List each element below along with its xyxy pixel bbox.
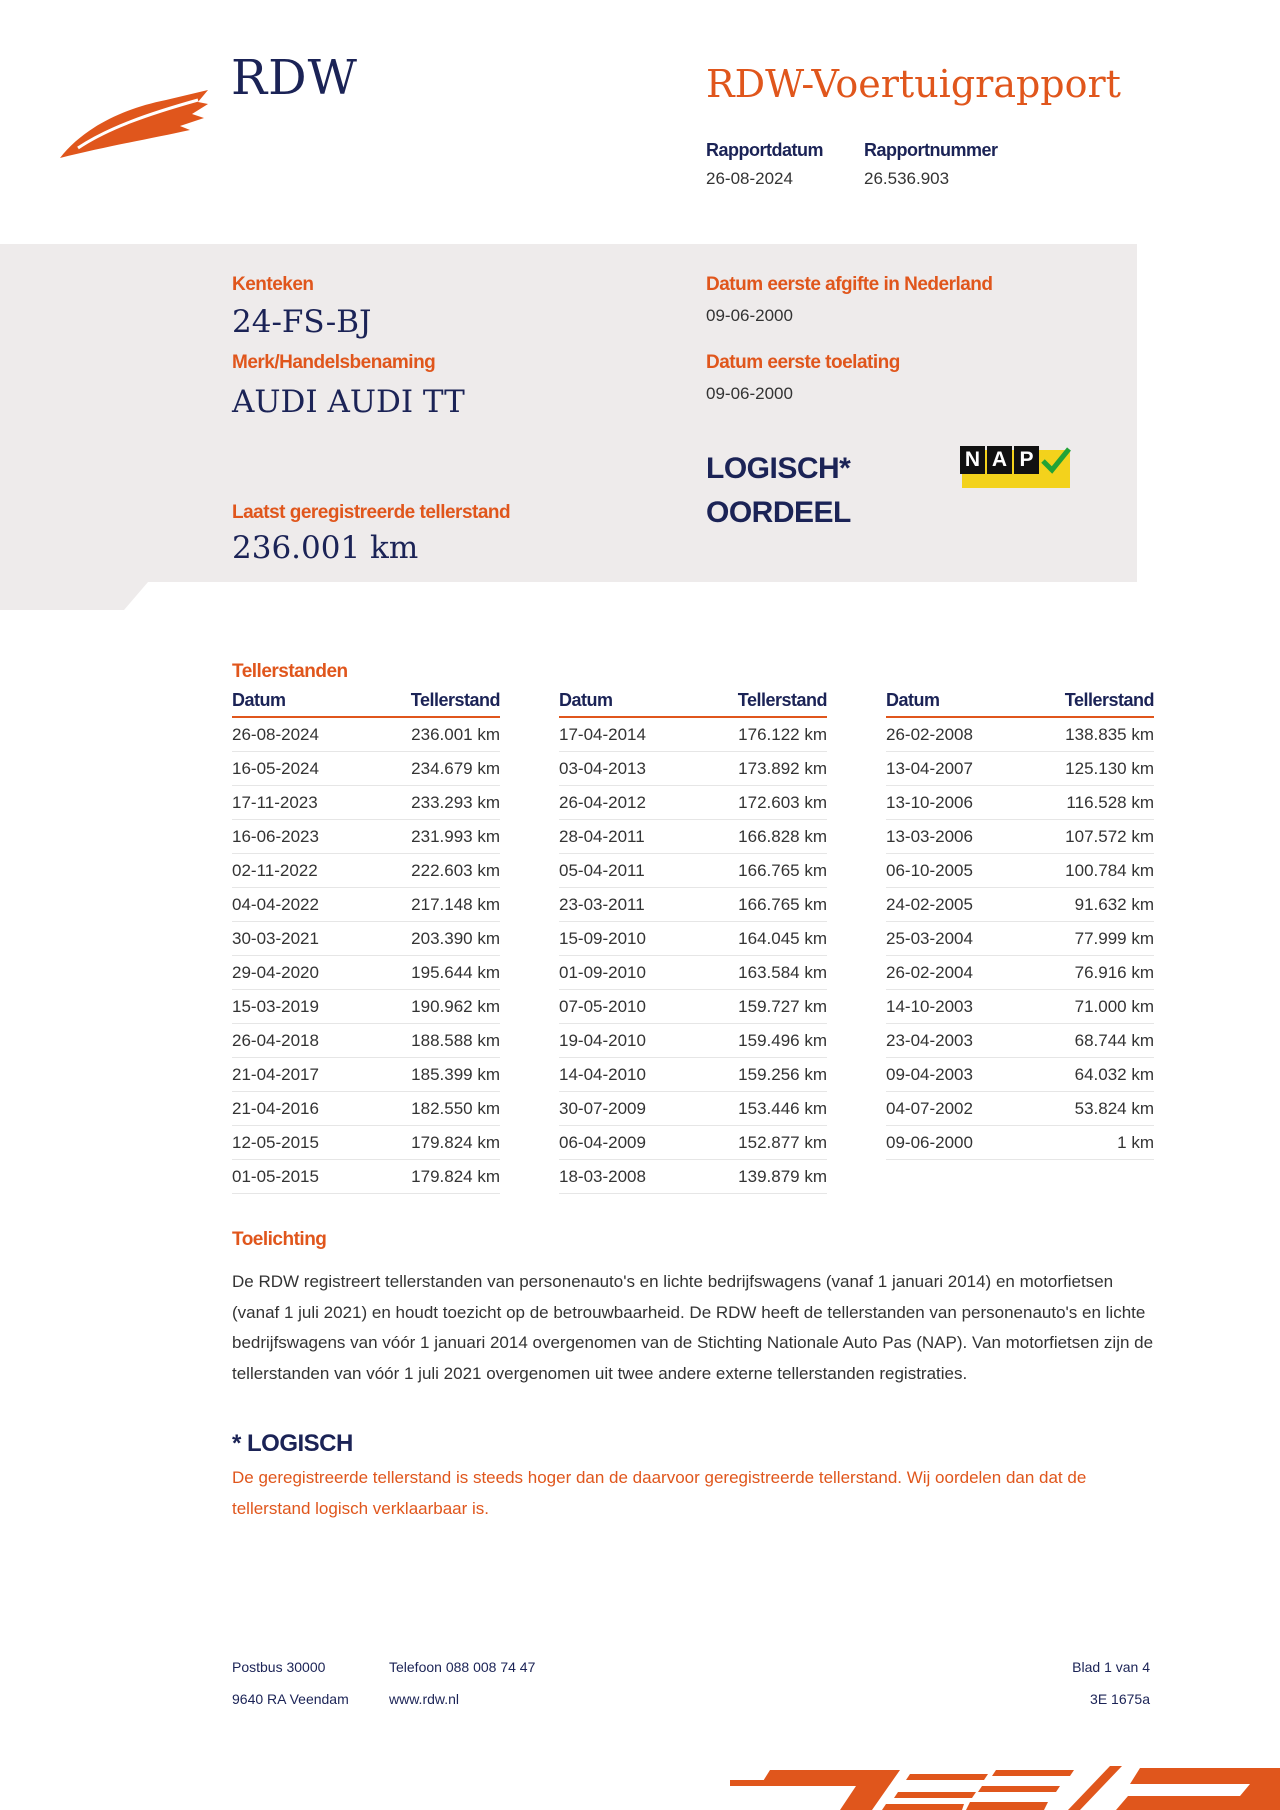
first-issue-nl-value: 09-06-2000 <box>706 306 793 325</box>
reading-km: 163.584 km <box>738 963 827 982</box>
reading-date: 23-04-2003 <box>886 1031 973 1050</box>
table-row <box>886 854 1154 888</box>
nap-letter: P <box>1014 446 1039 474</box>
date-header: Datum <box>886 690 940 710</box>
table-row <box>886 1024 1154 1058</box>
reading-km: 166.828 km <box>738 827 827 846</box>
reading-date: 06-10-2005 <box>886 861 973 880</box>
reading-date: 28-04-2011 <box>559 827 645 846</box>
table-row <box>559 1024 827 1058</box>
reading-km: 217.148 km <box>411 895 500 914</box>
table-row <box>886 956 1154 990</box>
reading-km: 53.824 km <box>1074 1099 1154 1118</box>
reading-date: 03-04-2013 <box>559 759 646 778</box>
reading-km: 77.999 km <box>1074 929 1154 948</box>
reading-date: 04-07-2002 <box>886 1099 973 1118</box>
report-date-label: Rapportdatum <box>706 140 823 160</box>
reading-km: 172.603 km <box>738 793 827 812</box>
table-row <box>886 752 1154 786</box>
table-row <box>232 820 500 854</box>
table-row <box>559 1126 827 1160</box>
table-row <box>886 888 1154 922</box>
value-header: Tellerstand <box>410 690 500 710</box>
reading-date: 15-09-2010 <box>559 929 646 948</box>
rdw-logo-icon <box>58 84 210 160</box>
reading-date: 24-02-2005 <box>886 895 973 914</box>
reading-date: 18-03-2008 <box>559 1167 646 1186</box>
reading-date: 21-04-2017 <box>232 1065 319 1084</box>
first-admission-value: 09-06-2000 <box>706 384 793 403</box>
footer-website: www.rdw.nl <box>389 1691 460 1707</box>
last-odometer-value: 236.001 km <box>232 530 419 566</box>
reading-km: 231.993 km <box>411 827 500 846</box>
reading-km: 185.399 km <box>411 1065 500 1084</box>
reading-date: 26-08-2024 <box>232 725 319 744</box>
reading-km: 188.588 km <box>411 1031 500 1050</box>
table-row <box>232 752 500 786</box>
reading-date: 04-04-2022 <box>232 895 319 914</box>
verdict-logisch: LOGISCH* <box>706 452 851 485</box>
reading-km: 125.130 km <box>1065 759 1154 778</box>
reading-km: 236.001 km <box>411 725 500 744</box>
readings-rows <box>559 718 827 1194</box>
reading-km: 233.293 km <box>411 793 500 812</box>
reading-date: 17-11-2023 <box>232 793 318 812</box>
footer-city: 9640 RA Veendam <box>232 1691 349 1707</box>
reading-date: 17-04-2014 <box>559 725 646 744</box>
table-row <box>886 1058 1154 1092</box>
reading-km: 190.962 km <box>411 997 500 1016</box>
reading-date: 19-04-2010 <box>559 1031 646 1050</box>
value-header: Tellerstand <box>737 690 827 710</box>
reading-date: 01-05-2015 <box>232 1167 319 1186</box>
reading-date: 16-05-2024 <box>232 759 319 778</box>
reading-date: 16-06-2023 <box>232 827 319 846</box>
reading-km: 68.744 km <box>1074 1031 1154 1050</box>
table-row <box>232 956 500 990</box>
table-row <box>232 1058 500 1092</box>
report-date: 26-08-2024 <box>706 169 793 188</box>
reading-km: 153.446 km <box>738 1099 827 1118</box>
table-row <box>559 888 827 922</box>
reading-date: 21-04-2016 <box>232 1099 319 1118</box>
road-stripes-decoration <box>730 1752 1280 1810</box>
footer-page: Blad 1 van 4 <box>1072 1659 1150 1675</box>
footer-postbus: Postbus 30000 <box>232 1659 326 1675</box>
reading-km: 107.572 km <box>1065 827 1154 846</box>
table-row <box>559 990 827 1024</box>
reading-date: 09-06-2000 <box>886 1133 973 1152</box>
reading-date: 14-04-2010 <box>559 1065 646 1084</box>
nap-letter: A <box>987 446 1012 474</box>
readings-column <box>886 690 1154 1160</box>
reading-km: 182.550 km <box>411 1099 500 1118</box>
reading-date: 13-10-2006 <box>886 793 973 812</box>
reading-date: 05-04-2011 <box>559 861 645 880</box>
table-row <box>232 854 500 888</box>
reading-km: 179.824 km <box>411 1133 500 1152</box>
table-row <box>559 718 827 752</box>
checkmark-icon <box>1040 446 1072 476</box>
readings-header <box>559 690 827 718</box>
reading-km: 1 km <box>1117 1133 1154 1152</box>
readings-column <box>232 690 500 1194</box>
table-row <box>886 990 1154 1024</box>
explanation-title: Toelichting <box>232 1229 327 1250</box>
readings-title: Tellerstanden <box>232 661 348 682</box>
plate-label: Kenteken <box>232 274 314 295</box>
last-odometer-label: Laatst geregistreerde tellerstand <box>232 502 511 523</box>
table-row <box>559 1092 827 1126</box>
reading-km: 71.000 km <box>1074 997 1154 1016</box>
panel-background <box>0 244 1137 610</box>
first-admission-label: Datum eerste toelating <box>706 352 900 373</box>
logisch-heading: * LOGISCH <box>232 1430 353 1457</box>
reading-km: 176.122 km <box>738 725 827 744</box>
explanation-text: De RDW registreert tellerstanden van personenauto's en lichte bedrijfswagens (vanaf 1 januari 2014) en motorfietsen (vanaf 1 juli 2021) en houdt toezicht op de betrouwbaarheid. De RDW heeft de tellerstanden van personenauto's en lichte bedrijfswagens van vóór 1 januari 2014 overgenomen van de Stichting Nationale Auto Pas (NAP). Van motorfietsen zijn de tellerstanden van vóór 1 juli 2021 overgenomen uit twee andere externe tellerstanden registraties. <box>232 1272 1154 1383</box>
reading-km: 203.390 km <box>411 929 500 948</box>
readings-rows <box>232 718 500 1194</box>
reading-date: 13-04-2007 <box>886 759 973 778</box>
table-row <box>559 752 827 786</box>
table-row <box>232 888 500 922</box>
date-header: Datum <box>232 690 286 710</box>
table-row <box>886 922 1154 956</box>
reading-date: 15-03-2019 <box>232 997 319 1016</box>
reading-km: 159.727 km <box>738 997 827 1016</box>
reading-km: 166.765 km <box>738 895 827 914</box>
table-row <box>232 922 500 956</box>
reading-km: 195.644 km <box>411 963 500 982</box>
table-row <box>559 1160 827 1194</box>
reading-km: 222.603 km <box>411 861 500 880</box>
reading-date: 26-04-2018 <box>232 1031 319 1050</box>
table-row <box>559 956 827 990</box>
table-row <box>232 990 500 1024</box>
reading-km: 64.032 km <box>1074 1065 1154 1084</box>
date-header: Datum <box>559 690 613 710</box>
reading-date: 29-04-2020 <box>232 963 319 982</box>
reading-km: 173.892 km <box>738 759 827 778</box>
reading-km: 138.835 km <box>1065 725 1154 744</box>
table-row <box>886 786 1154 820</box>
table-row <box>559 922 827 956</box>
make-value: AUDI AUDI TT <box>232 384 465 420</box>
reading-date: 09-04-2003 <box>886 1065 973 1084</box>
reading-date: 26-02-2008 <box>886 725 973 744</box>
table-row <box>559 820 827 854</box>
reading-km: 166.765 km <box>738 861 827 880</box>
reading-km: 76.916 km <box>1074 963 1154 982</box>
reading-km: 152.877 km <box>738 1133 827 1152</box>
nap-letter: N <box>960 446 985 474</box>
readings-rows <box>886 718 1154 1160</box>
table-row <box>232 1092 500 1126</box>
readings-column <box>559 690 827 1194</box>
footer-code: 3E 1675a <box>1090 1691 1150 1707</box>
readings-header <box>232 690 500 718</box>
reading-date: 23-03-2011 <box>559 895 645 914</box>
reading-km: 234.679 km <box>411 759 500 778</box>
logisch-text: De geregistreerde tellerstand is steeds hoger dan de daarvoor geregistreerde tellerstand. Wij oordelen dan dat de tellerstand logisch verklaarbaar is. <box>232 1468 1087 1518</box>
table-row <box>559 786 827 820</box>
table-row <box>559 854 827 888</box>
table-row <box>886 820 1154 854</box>
reading-date: 06-04-2009 <box>559 1133 646 1152</box>
reading-date: 07-05-2010 <box>559 997 646 1016</box>
reading-km: 100.784 km <box>1065 861 1154 880</box>
table-row <box>232 718 500 752</box>
reading-km: 116.528 km <box>1066 793 1154 812</box>
table-row <box>886 718 1154 752</box>
readings-header <box>886 690 1154 718</box>
plate-value: 24-FS-BJ <box>232 304 372 340</box>
value-header: Tellerstand <box>1064 690 1154 710</box>
table-row <box>232 1126 500 1160</box>
vehicle-info-panel <box>0 244 1137 610</box>
report-title: RDW-Voertuigrapport <box>706 62 1121 106</box>
reading-date: 13-03-2006 <box>886 827 973 846</box>
table-row <box>232 1024 500 1058</box>
reading-km: 139.879 km <box>738 1167 827 1186</box>
reading-date: 26-04-2012 <box>559 793 646 812</box>
make-label: Merk/Handelsbenaming <box>232 352 436 373</box>
reading-km: 91.632 km <box>1074 895 1154 914</box>
reading-date: 26-02-2004 <box>886 963 973 982</box>
footer-phone: Telefoon 088 008 74 47 <box>389 1659 536 1675</box>
report-number: 26.536.903 <box>864 169 950 188</box>
reading-km: 159.496 km <box>738 1031 827 1050</box>
table-row <box>232 1160 500 1194</box>
rdw-logo-text: RDW <box>231 50 358 106</box>
first-issue-nl-label: Datum eerste afgifte in Nederland <box>706 274 993 295</box>
reading-date: 25-03-2004 <box>886 929 973 948</box>
reading-km: 179.824 km <box>411 1167 500 1186</box>
verdict-label: OORDEEL <box>706 496 851 529</box>
reading-km: 159.256 km <box>738 1065 827 1084</box>
table-row <box>886 1092 1154 1126</box>
reading-date: 01-09-2010 <box>559 963 646 982</box>
reading-km: 164.045 km <box>738 929 827 948</box>
reading-date: 02-11-2022 <box>232 861 318 880</box>
nap-badge <box>960 446 1074 490</box>
report-number-label: Rapportnummer <box>864 140 998 160</box>
table-row <box>886 1126 1154 1160</box>
reading-date: 30-07-2009 <box>559 1099 646 1118</box>
reading-date: 12-05-2015 <box>232 1133 319 1152</box>
table-row <box>232 786 500 820</box>
reading-date: 14-10-2003 <box>886 997 973 1016</box>
table-row <box>559 1058 827 1092</box>
reading-date: 30-03-2021 <box>232 929 319 948</box>
